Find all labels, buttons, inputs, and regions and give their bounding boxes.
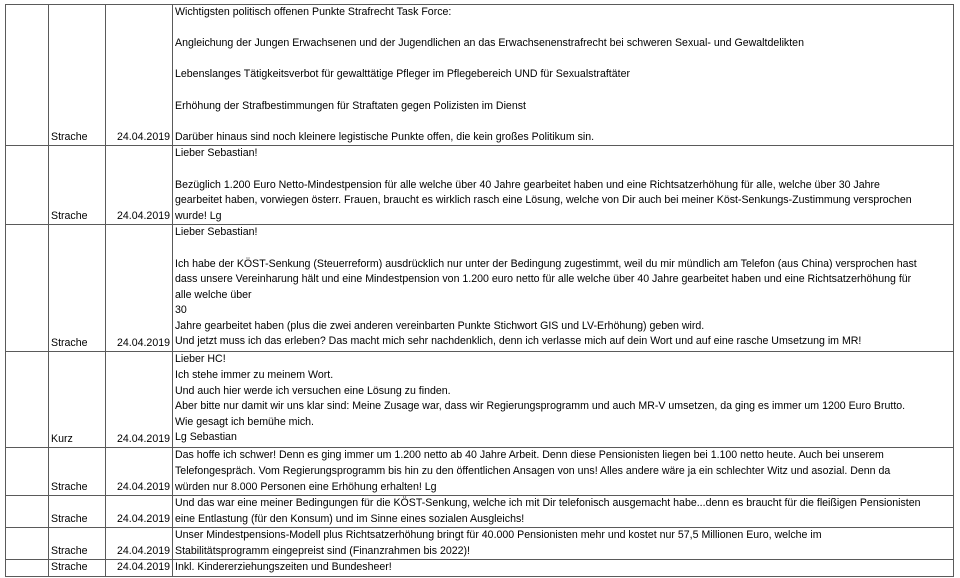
sender-cell: Strache bbox=[49, 560, 106, 577]
sender-cell: Strache bbox=[49, 5, 106, 146]
blank-cell bbox=[6, 352, 49, 448]
sender-cell: Strache bbox=[49, 528, 106, 560]
blank-cell bbox=[6, 496, 49, 528]
message-cell: Und das war eine meiner Bedingungen für die KÖST-Senkung, welche ich mit Dir telefonisch ausgemacht habe...denn es braucht für die fleißigen Pensionisten eine Entlastung (für den Konsum) und im Sinne eines sozialen Ausgleichs! bbox=[173, 496, 954, 528]
sender-cell: Strache bbox=[49, 146, 106, 225]
blank-cell bbox=[6, 528, 49, 560]
date-cell: 24.04.2019 bbox=[106, 225, 173, 352]
date-cell: 24.04.2019 bbox=[106, 496, 173, 528]
date-cell: 24.04.2019 bbox=[106, 448, 173, 496]
table-row bbox=[6, 528, 954, 560]
table-row bbox=[6, 352, 954, 448]
date-cell: 24.04.2019 bbox=[106, 560, 173, 577]
table-row bbox=[6, 448, 954, 496]
blank-cell bbox=[6, 146, 49, 225]
message-cell: Lieber Sebastian! Ich habe der KÖST-Senkung (Steuerreform) ausdrücklich nur unter der Bedingung zugestimmt, weil du mir mündlich am Telefon (aus China) versprochen hast dass unsere Vereinharung hält und eine Mindestpension von 1.200 euro netto für alle welche über 40 Jahre gearbeitet haben und eine Richtsatzerhöhung für alle welche über 30 Jahre gearbeitet haben (plus die zwei anderen vereinbarten Punkte Stichwort GIS und LV-Erhöhung) geben wird. Und jetzt muss ich das erleben? Das macht mich sehr nachdenklich, denn ich verlasse mich auf dein Wort und auf eine rasche Umsetzung im MR! bbox=[173, 225, 954, 352]
blank-cell bbox=[6, 225, 49, 352]
sender-cell: Strache bbox=[49, 225, 106, 352]
message-cell: Wichtigsten politisch offenen Punkte Strafrecht Task Force: Angleichung der Jungen Erwachsenen und der Jugendlichen an das Erwachsenenstrafrecht bei schweren Sexual- und Gewaltdelikten Lebenslanges Tätigkeitsverbot für gewalttätige Pfleger im Pflegebereich UND für Sexualstraftäter Erhöhung der Strafbestimmungen für Straftaten gegen Polizisten im Dienst Darüber hinaus sind noch kleinere legistische Punkte offen, die kein großes Politikum sin. bbox=[173, 5, 954, 146]
date-cell: 24.04.2019 bbox=[106, 528, 173, 560]
message-cell: Lieber HC! Ich stehe immer zu meinem Wort. Und auch hier werde ich versuchen eine Lösung zu finden. Aber bitte nur damit wir uns klar sind: Meine Zusage war, dass wir Regierungsprogramm und auch MR-V umsetzen, da ging es immer um 1200 Euro Brutto. Wie gesagt ich bemühe mich. Lg Sebastian bbox=[173, 352, 954, 448]
table-row bbox=[6, 5, 954, 146]
sender-cell: Strache bbox=[49, 448, 106, 496]
date-cell: 24.04.2019 bbox=[106, 5, 173, 146]
date-cell: 24.04.2019 bbox=[106, 146, 173, 225]
table-row bbox=[6, 560, 954, 577]
table-row bbox=[6, 146, 954, 225]
message-cell: Inkl. Kindererziehungszeiten und Bundesheer! bbox=[173, 560, 954, 577]
message-cell: Lieber Sebastian! Bezüglich 1.200 Euro Netto-Mindestpension für alle welche über 40 Jahre gearbeitet haben und eine Richtsatzerhöhung für alle, welche über 30 Jahre gearbeitet haben, vorwiegen österr. Frauen, braucht es wirklich rasch eine Lösung, welche von Dir auch bei meiner Köst-Senkungs-Zustimmung versprochen wurde! Lg bbox=[173, 146, 954, 225]
table-row bbox=[6, 496, 954, 528]
sender-cell: Strache bbox=[49, 496, 106, 528]
blank-cell bbox=[6, 5, 49, 146]
sender-cell: Kurz bbox=[49, 352, 106, 448]
message-cell: Unser Mindestpensions-Modell plus Richtsatzerhöhung bringt für 40.000 Pensionisten mehr und kostet nur 57,5 Millionen Euro, welche im Stabilitätsprogramm eingepreist sind (Finanzrahmen bis 2022)! bbox=[173, 528, 954, 560]
message-table bbox=[5, 4, 954, 577]
blank-cell bbox=[6, 448, 49, 496]
date-cell: 24.04.2019 bbox=[106, 352, 173, 448]
blank-cell bbox=[6, 560, 49, 577]
message-cell: Das hoffe ich schwer! Denn es ging immer um 1.200 netto ab 40 Jahre Arbeit. Denn diese Pensionisten liegen bei 1.100 netto heute. Auch bei unserem Telefongespräch. Vom Regierungsprogramm bis hin zu den öffentlichen Ansagen von uns! Alles andere wäre ja ein schlechter Witz und asozial. Denn da würden nur 8.000 Personen eine Erhöhung erhalten! Lg bbox=[173, 448, 954, 496]
table-row bbox=[6, 225, 954, 352]
